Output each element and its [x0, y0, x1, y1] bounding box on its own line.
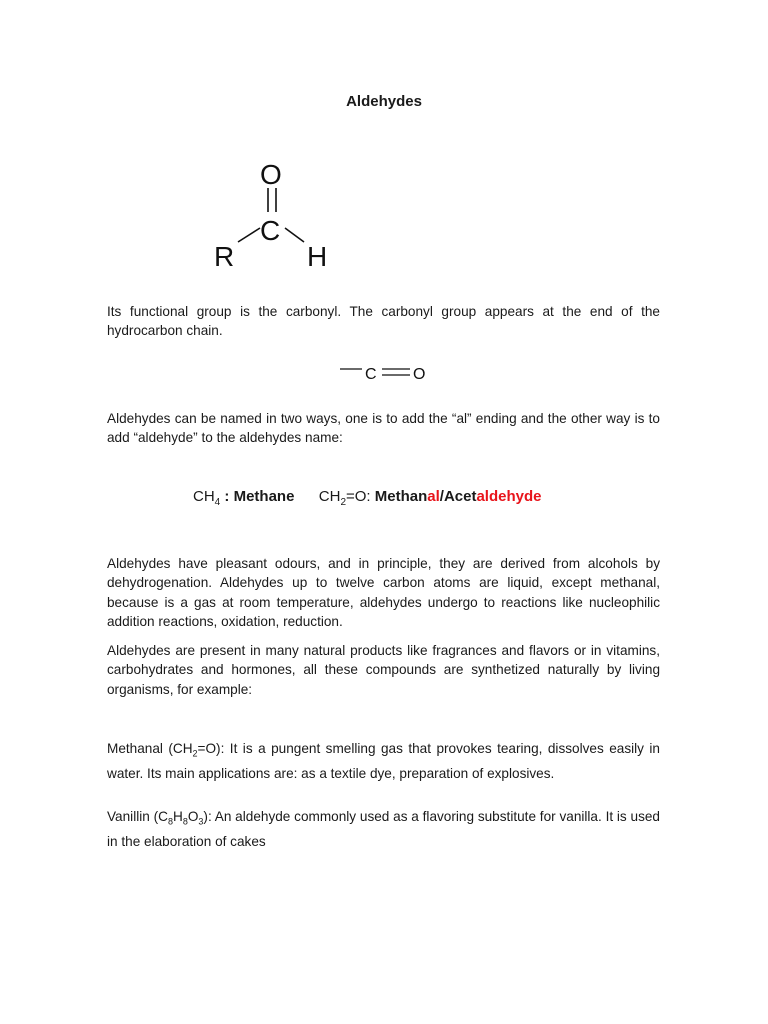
atom-r: R [214, 241, 235, 272]
intro-paragraph: Its functional group is the carbonyl. The carbonyl group appears at the end of the hydrocarbon chain. [107, 304, 660, 339]
acetaldehyde-stem: Acet [443, 488, 477, 505]
carbonyl-group-diagram [336, 358, 436, 388]
vanillin-paragraph: Vanillin $(C_8H_8O_3)$: An aldehyde commonly used as a flavoring substitute for vanilla. It is used in the elaboration of cakes [107, 809, 660, 850]
bond-r-c [238, 228, 260, 242]
properties-paragraph: Aldehydes have pleasant odours, and in principle, they are derived from alcohols by dehydrogenation. Aldehydes up to twelve carbon atoms are liquid, except methanal, because is a gas at room temperature, aldehydes undergo to reactions like nucleophilic addition reactions, oxidation, reduction. [107, 556, 660, 629]
acetaldehyde-ending: aldehyde [476, 488, 542, 505]
bond-c-h [285, 228, 304, 242]
methanal-ending: al [427, 488, 440, 505]
carbonyl-c: C [365, 366, 377, 383]
name-separator: / [439, 488, 444, 505]
carbonyl-o: O [413, 366, 426, 383]
page-title: Aldehydes [346, 93, 422, 110]
atom-o: O [260, 159, 282, 190]
methanal-formula: $CH_2=O$: [318, 488, 375, 508]
natural-products-paragraph: Aldehydes are present in many natural products like fragrances and flavors or in vitamins, carbohydrates and hormones, all these compounds are synthetized naturally by living organisms, for example: [107, 643, 660, 697]
naming-intro-paragraph: Aldehydes can be named in two ways, one is to add the “al” ending and the other way is to add “aldehyde” to the aldehydes name: [107, 411, 660, 446]
atom-c: C [260, 215, 281, 246]
methanal-stem: Methan [374, 488, 428, 505]
methane-name: : Methane [224, 488, 295, 505]
methane-formula: $CH_4$ [193, 488, 221, 508]
naming-example [193, 488, 613, 508]
aldehyde-structure-diagram [200, 150, 350, 275]
methanal-paragraph: Methanal $(CH_2=O)$: It is a pungent smelling gas that provokes tearing, dissolves easily in water. Its main applications are: as a textile dye, preparation of explosives. [107, 741, 660, 782]
atom-h: H [307, 241, 328, 272]
